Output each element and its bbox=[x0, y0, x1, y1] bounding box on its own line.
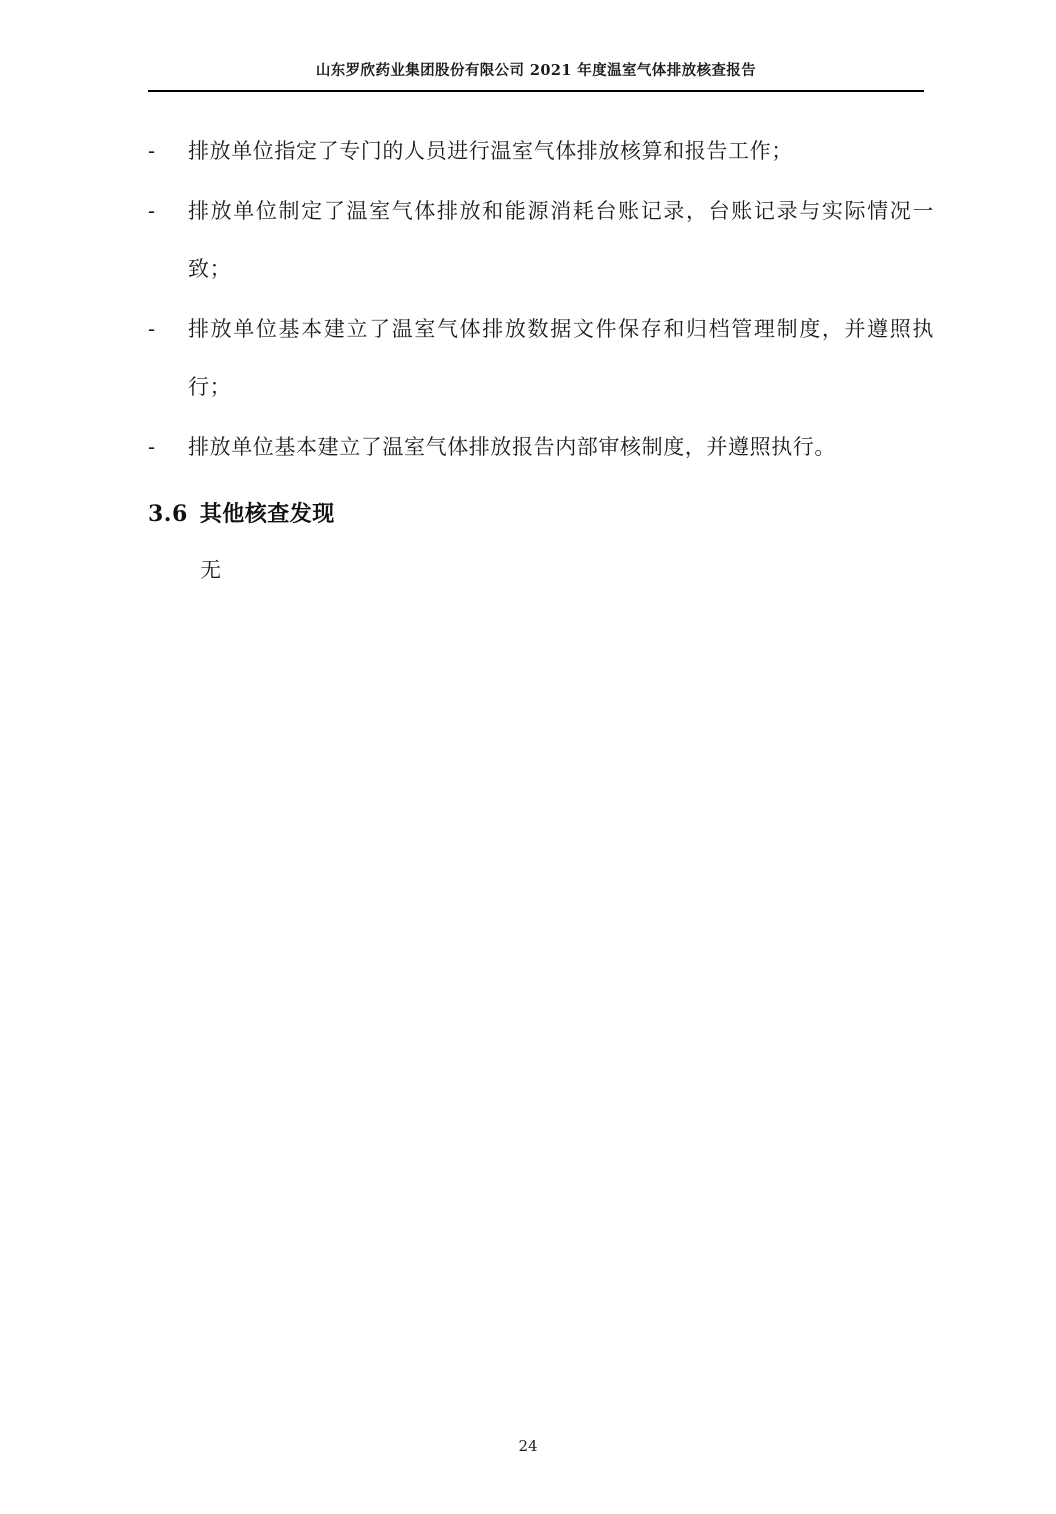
page-content bbox=[148, 122, 934, 598]
section-number: 3.6 bbox=[148, 501, 188, 527]
page-footer bbox=[0, 1437, 1056, 1456]
list-item-text: 排放单位指定了专门的人员进行温室气体排放核算和报告工作； bbox=[188, 139, 793, 163]
list-item bbox=[148, 300, 934, 416]
bullet-marker: - bbox=[148, 139, 156, 163]
list-item-text: 排放单位基本建立了温室气体排放数据文件保存和归档管理制度，并遵照执行； bbox=[188, 317, 934, 399]
section-heading bbox=[148, 486, 934, 542]
list-item-text: 排放单位基本建立了温室气体排放报告内部审核制度，并遵照执行。 bbox=[188, 435, 836, 459]
header-divider bbox=[148, 90, 924, 92]
section-body: 无 bbox=[200, 558, 221, 582]
bullet-marker: - bbox=[148, 435, 156, 459]
list-item bbox=[148, 418, 934, 476]
page-header bbox=[148, 62, 924, 79]
bullet-marker: - bbox=[148, 199, 156, 223]
page-number: 24 bbox=[518, 1437, 538, 1455]
running-title: 山东罗欣药业集团股份有限公司 2021 年度温室气体排放核查报告 bbox=[315, 62, 757, 79]
bullet-marker: - bbox=[148, 317, 156, 341]
section-title: 其他核查发现 bbox=[199, 501, 335, 527]
list-item bbox=[148, 122, 934, 180]
list-item-text: 排放单位制定了温室气体排放和能源消耗台账记录，台账记录与实际情况一致； bbox=[188, 199, 934, 281]
list-item bbox=[148, 182, 934, 298]
